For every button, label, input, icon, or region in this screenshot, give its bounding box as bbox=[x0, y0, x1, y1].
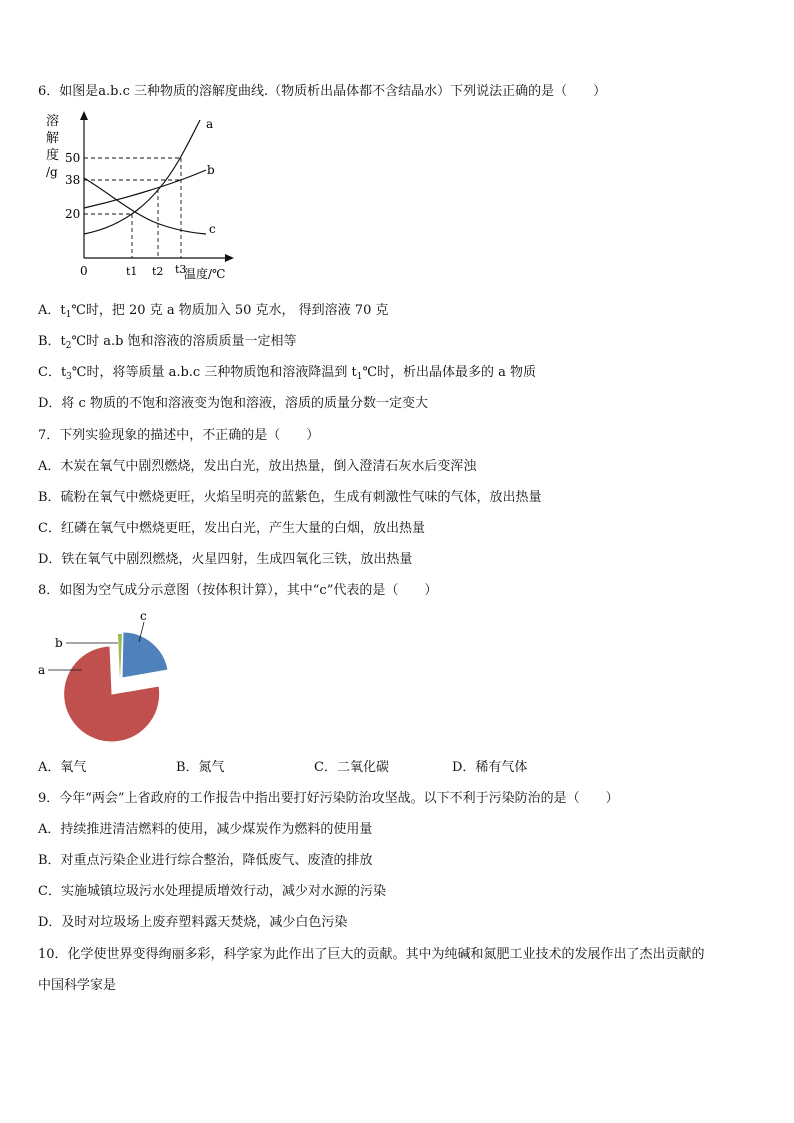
y-axis-arrow bbox=[80, 111, 88, 120]
q6-option-b: B．$t_2℃$时 a.b 饱和溶液的溶质质量一定相等 bbox=[38, 334, 297, 351]
pie-slice-b bbox=[118, 634, 122, 680]
q6-stem: 6．如图是a.b.c 三种物质的溶解度曲线.（物质析出晶体都不含结晶水）下列说法正确的是（ ） bbox=[38, 84, 607, 99]
q8-option-c: C．二氧化碳 bbox=[314, 760, 389, 775]
ylabel-char-4: /g bbox=[46, 165, 58, 179]
q9-stem: 9．今年“两会”上省政府的工作报告中指出要打好污染防治攻坚战。以下不利于污染防治的是（ ） bbox=[38, 791, 619, 806]
air-composition-pie bbox=[34, 608, 184, 748]
y-tick-50: 50 bbox=[65, 151, 81, 165]
x-tick-t3: t3 bbox=[175, 263, 187, 276]
y-tick-38: 38 bbox=[65, 173, 81, 187]
q9-option-d: D．及时对垃圾场上废弃塑料露天焚烧，减少白色污染 bbox=[38, 915, 348, 930]
q7-option-b: B．硫粉在氧气中燃烧更旺，火焰呈明亮的蓝紫色，生成有刺激性气味的气体，放出热量 bbox=[38, 490, 542, 505]
pie-label-c: c bbox=[140, 609, 147, 623]
curve-label-a: a bbox=[206, 117, 214, 131]
q9-option-a: A．持续推进清洁燃料的使用，减少煤炭作为燃料的使用量 bbox=[38, 822, 373, 837]
solubility-curve-chart bbox=[44, 108, 244, 283]
curve-a bbox=[84, 120, 200, 234]
pie-label-b: b bbox=[55, 636, 63, 650]
q9-option-c: C．实施城镇垃圾污水处理提质增效行动，减少对水源的污染 bbox=[38, 884, 386, 899]
q8-option-d: D．稀有气体 bbox=[452, 760, 528, 775]
q9-option-b: B．对重点污染企业进行综合整治，降低废气、废渣的排放 bbox=[38, 853, 373, 868]
q7-option-c: C．红磷在氧气中燃烧更旺，发出白光，产生大量的白烟，放出热量 bbox=[38, 521, 425, 536]
origin-label: 0 bbox=[80, 264, 88, 278]
x-axis-label: 温度/℃ bbox=[184, 267, 226, 281]
curve-label-c: c bbox=[209, 222, 216, 236]
q6-option-d: D．将 c 物质的不饱和溶液变为饱和溶液，溶质的质量分数一定变大 bbox=[38, 396, 428, 411]
q6-option-c: C．$t_3℃$时，将等质量 a.b.c 三种物质饱和溶液降温到 $t_1℃$时，析出晶体最多的 a 物质 bbox=[38, 365, 536, 382]
q8-option-a: A．氧气 bbox=[38, 760, 87, 775]
x-tick-t2: t2 bbox=[152, 265, 164, 278]
curve-label-b: b bbox=[207, 163, 215, 177]
ylabel-char-3: 度 bbox=[46, 148, 60, 163]
pie-slice-c bbox=[122, 632, 168, 678]
x-tick-t1: t1 bbox=[126, 265, 138, 278]
q7-option-d: D．铁在氧气中剧烈燃烧，火星四射，生成四氧化三铁，放出热量 bbox=[38, 552, 413, 567]
ylabel-char-2: 解 bbox=[46, 131, 60, 146]
q10-stem-line1: 10．化学使世界变得绚丽多彩，科学家为此作出了巨大的贡献。其中为纯碱和氮肥工业技术的发展作出了杰出贡献的 bbox=[38, 947, 705, 962]
q10-stem-line2: 中国科学家是 bbox=[38, 978, 117, 993]
q7-option-a: A．木炭在氧气中剧烈燃烧，发出白光，放出热量，倒入澄清石灰水后变浑浊 bbox=[38, 459, 477, 474]
q6-option-a: A．$t_1℃$时，把 20 克 a 物质加入 50 克水， 得到溶液 70 克 bbox=[38, 303, 389, 320]
q7-stem: 7．下列实验现象的描述中，不正确的是（ ） bbox=[38, 428, 320, 443]
x-axis-arrow bbox=[225, 254, 234, 262]
curve-c bbox=[84, 178, 206, 234]
curve-b bbox=[84, 170, 206, 208]
y-tick-20: 20 bbox=[65, 207, 81, 221]
q8-stem: 8．如图为空气成分示意图（按体积计算），其中“c”代表的是（ ） bbox=[38, 583, 438, 598]
ylabel-char-1: 溶 bbox=[46, 114, 60, 129]
pie-label-a: a bbox=[38, 663, 46, 677]
q8-option-b: B．氮气 bbox=[176, 760, 225, 775]
